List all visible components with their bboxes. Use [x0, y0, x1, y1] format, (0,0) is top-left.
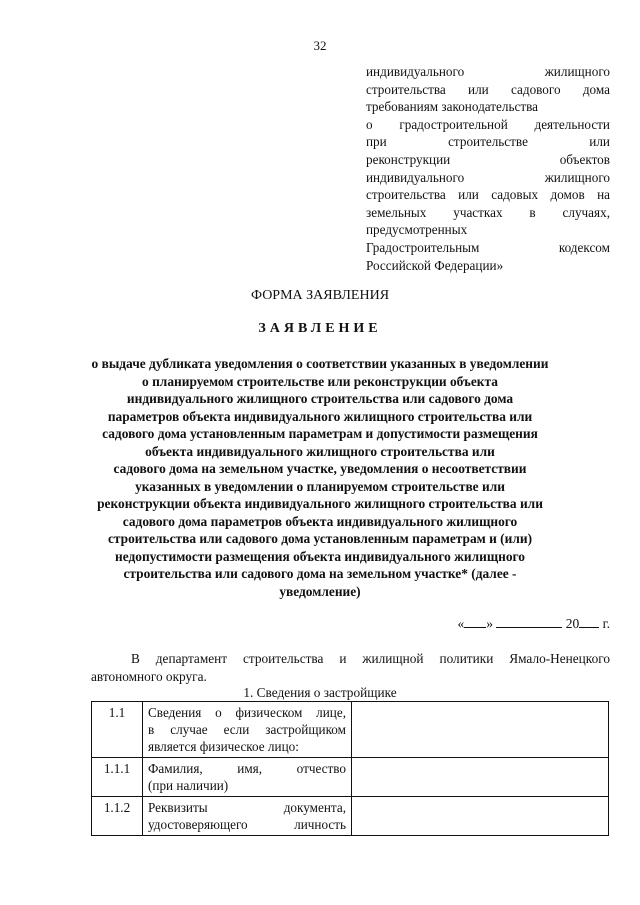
table-row: [92, 702, 609, 758]
table-row: [92, 758, 609, 797]
row-number: 1.1: [92, 702, 143, 758]
recipient: [91, 650, 610, 686]
subject-line: садового дома на земельном участке, уведомления о несоответствии: [113, 461, 527, 476]
date-close-quote: »: [486, 616, 493, 631]
label-line: Реквизиты документа,: [148, 800, 346, 815]
row-number: 1.1.1: [92, 758, 143, 797]
subject-line: уведомление): [279, 583, 361, 599]
header-line: о градостроительной деятельности: [366, 116, 610, 132]
row-label: [143, 758, 352, 797]
row-value-cell[interactable]: [352, 797, 609, 836]
header-line: индивидуального жилищного: [366, 64, 610, 79]
subject-line: недопустимости размещения объекта индивидуального жилищного: [115, 548, 525, 564]
label-line: Сведения о физическом лице,: [148, 705, 346, 720]
header-line: требованиям законодательства: [366, 99, 539, 115]
year-suffix: г.: [602, 616, 610, 631]
recipient-line: автономного округа.: [91, 669, 207, 684]
subject-line: садового дома параметров объекта индивидуального жилищного: [122, 513, 518, 529]
header-block: [366, 63, 610, 274]
subject-line: строительства или садового дома на земельном участке* (далее -: [123, 566, 517, 581]
subject-line: о выдаче дубликата уведомления о соответствии указанных в уведомлении: [91, 356, 549, 371]
label-line: Фамилия, имя, отчество: [148, 761, 346, 776]
recipient-line: В департамент строительства и жилищной политики Ямало-Ненецкого: [131, 651, 610, 666]
subject-line: параметров объекта индивидуального жилищного строительства или: [107, 408, 533, 424]
label-line: в случае если застройщиком: [148, 722, 346, 737]
subject-line: садового дома установленным параметрам и допустимости размещения: [102, 426, 538, 441]
label-line: (при наличии): [148, 778, 229, 793]
row-number: 1.1.2: [92, 797, 143, 836]
subject-line: о планируемом строительстве или реконструкции объекта: [142, 373, 498, 389]
row-value-cell[interactable]: [352, 702, 609, 758]
document-heading: ЗАЯВЛЕНИЕ: [258, 321, 382, 336]
header-line: земельных участках в случаях,: [366, 204, 610, 220]
row-value-cell[interactable]: [352, 758, 609, 797]
year-blank[interactable]: [579, 614, 599, 628]
date-line: [457, 614, 610, 632]
subject-line: индивидуального жилищного строительства или садового дома: [126, 391, 514, 406]
header-line: при строительстве или: [366, 134, 610, 150]
header-line: Градостроительным кодексом: [366, 239, 610, 255]
year-prefix: 20: [565, 616, 580, 631]
date-open-quote: «: [457, 616, 465, 631]
label-line: является физическое лицо:: [148, 739, 299, 754]
header-line: индивидуального жилищного: [366, 169, 610, 185]
subject-line: объекта индивидуального жилищного строительства или: [145, 443, 495, 459]
application-subject: [80, 355, 560, 600]
header-line: Российской Федерации»: [366, 257, 504, 273]
header-line: строительства или садового дома: [366, 81, 610, 97]
subject-line: указанных в уведомлении о планируемом строительстве или: [135, 478, 505, 494]
month-blank[interactable]: [496, 614, 562, 628]
developer-info-table: [91, 701, 609, 836]
header-line: реконструкции объектов: [366, 151, 610, 167]
table-row: [92, 797, 609, 836]
header-line: строительства или садовых домов на: [366, 187, 610, 203]
form-title: ФОРМА ЗАЯВЛЕНИЯ: [250, 288, 390, 303]
row-label: [143, 797, 352, 836]
row-label: [143, 702, 352, 758]
subject-line: реконструкции объекта индивидуального жилищного строительства или: [97, 496, 543, 511]
header-line: предусмотренных: [366, 222, 468, 238]
label-line: удостоверяющего личность: [148, 817, 346, 832]
day-blank[interactable]: [464, 614, 486, 628]
subject-line: строительства или садового дома установленным параметрам и (или): [107, 531, 533, 546]
page-number: 32: [313, 38, 327, 53]
section-title: 1. Сведения о застройщике: [243, 685, 397, 700]
